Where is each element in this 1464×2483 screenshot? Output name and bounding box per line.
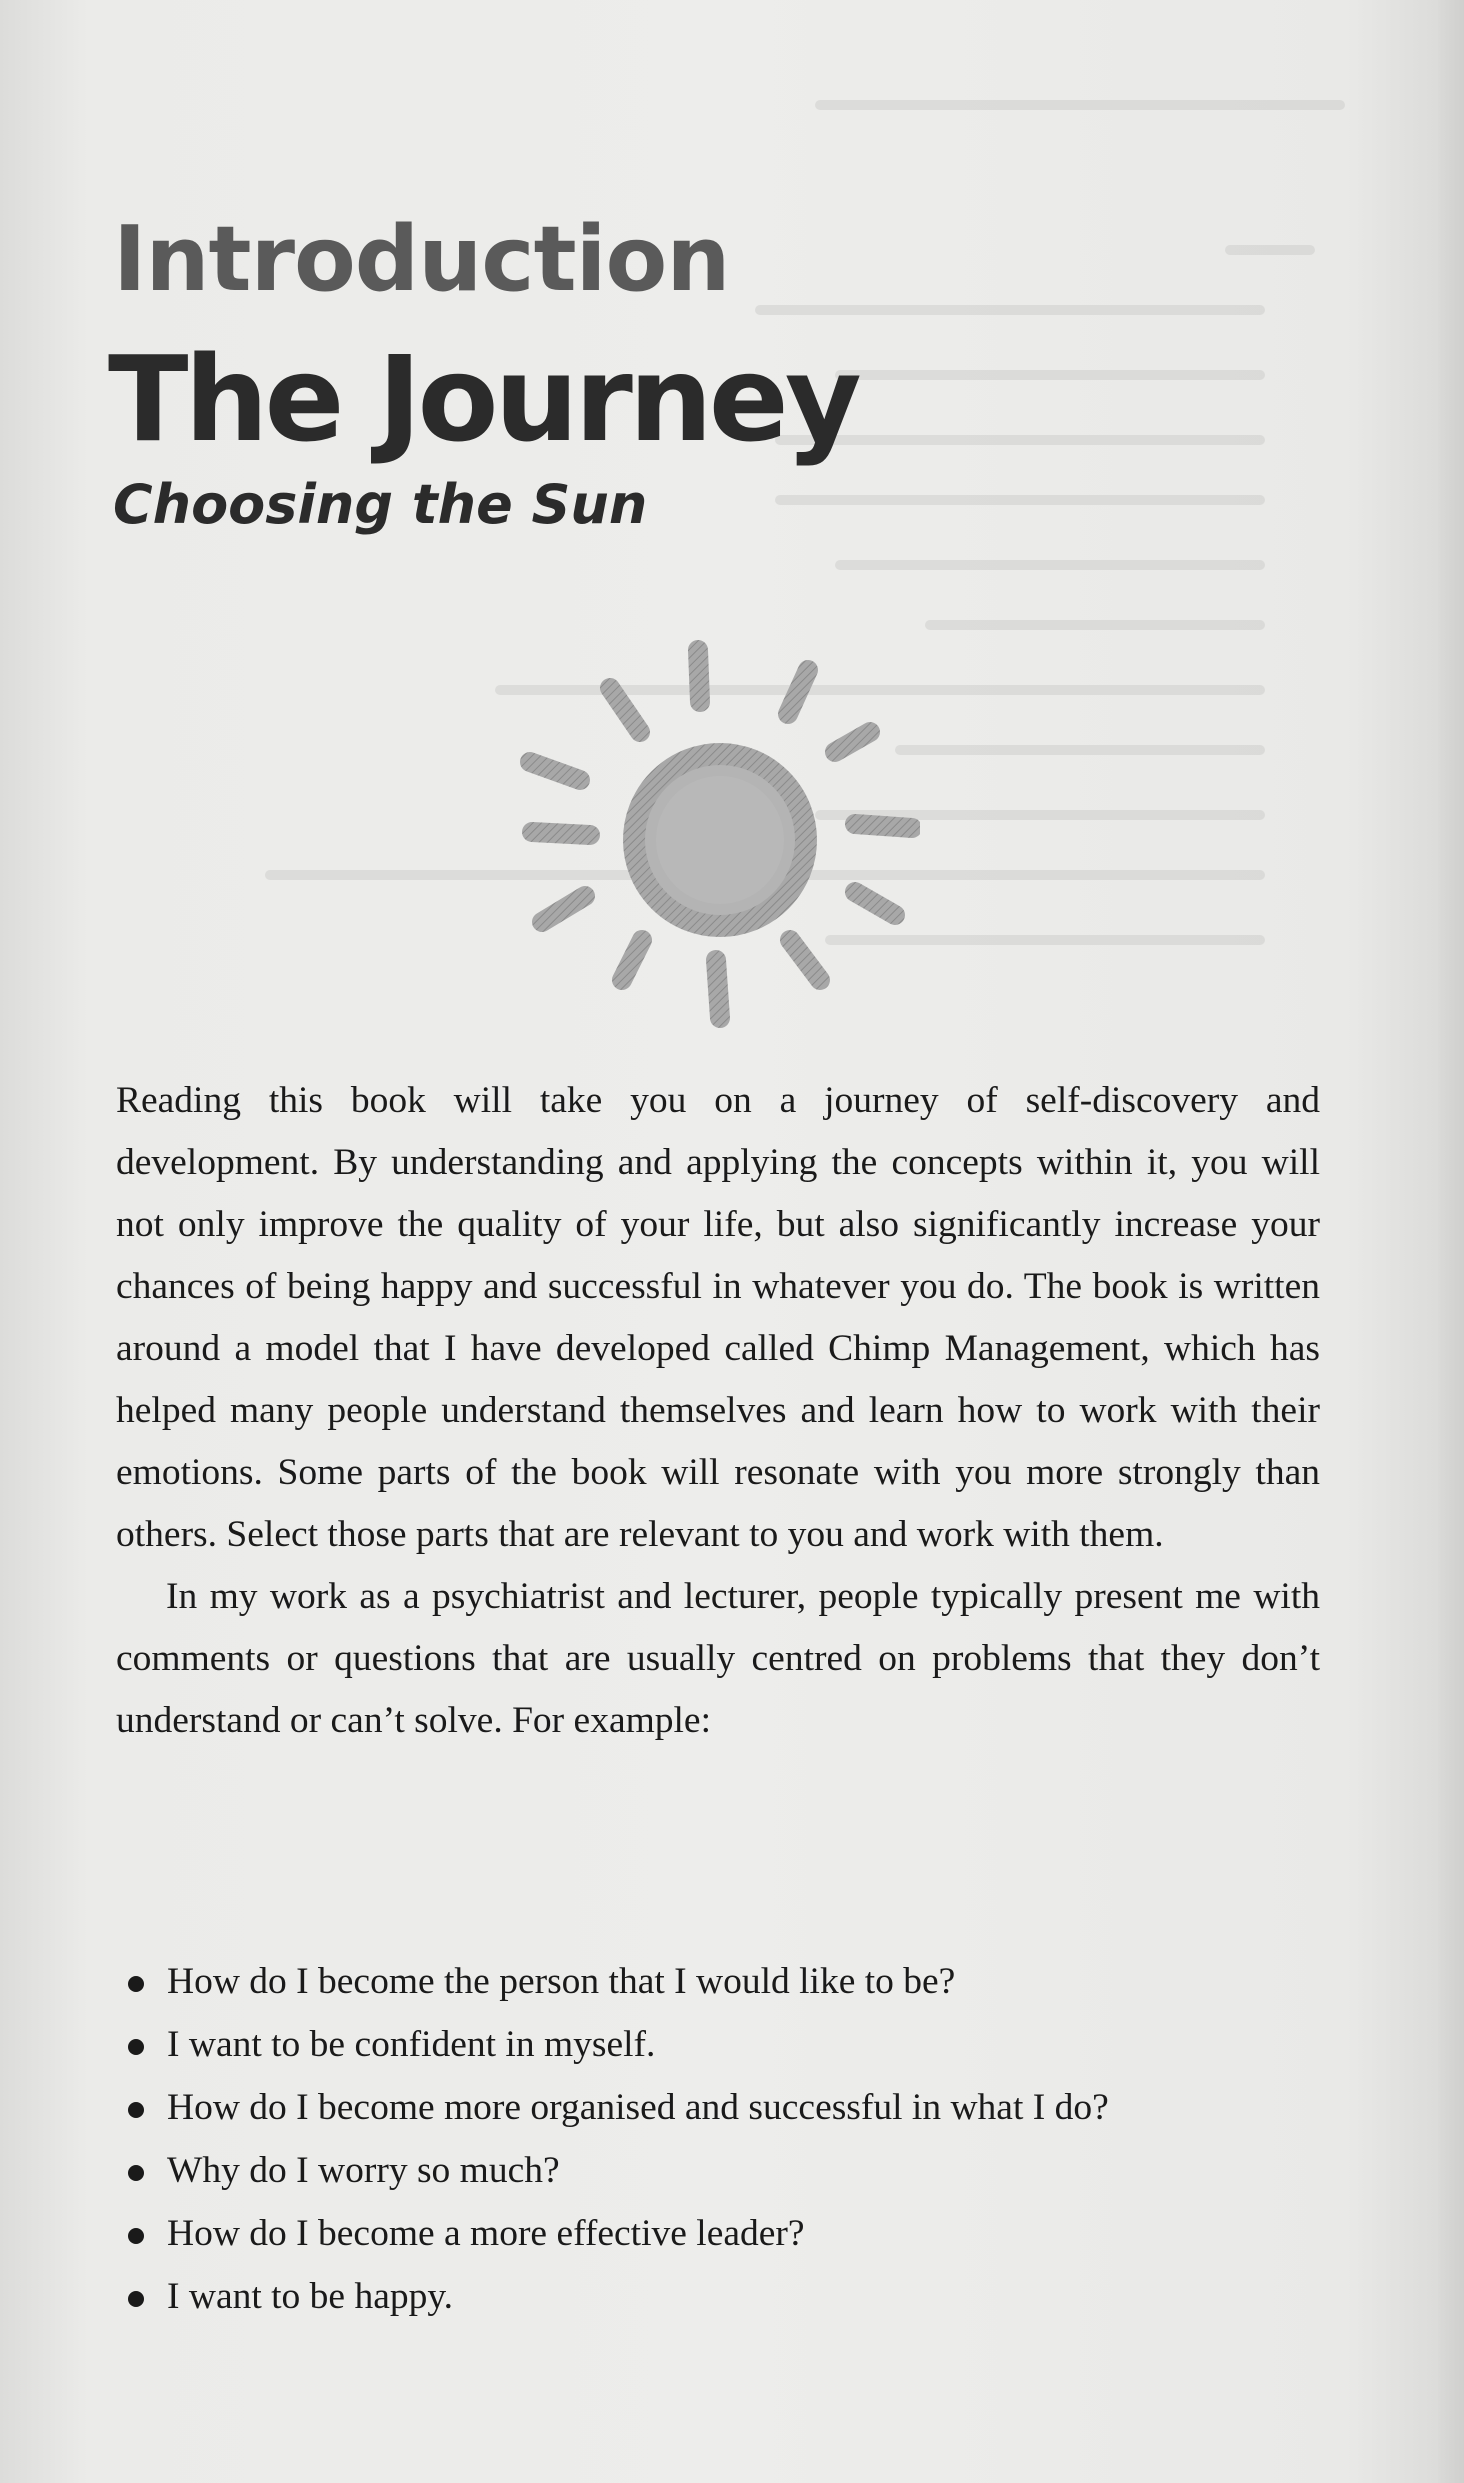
sun-icon xyxy=(520,640,920,1040)
bullet-icon xyxy=(128,2165,144,2181)
bullet-icon xyxy=(128,2039,144,2055)
list-item: I want to be happy. xyxy=(122,2265,1322,2328)
paragraph: In my work as a psychiatrist and lecturer, people typically present me with comments or questions that are usually centred on problems that they don’t understand or can’t solve. For example: xyxy=(116,1576,1320,1741)
bullet-icon xyxy=(128,1976,144,1992)
body-text xyxy=(116,1070,1320,1752)
chapter-title: The Journey xyxy=(108,330,858,468)
bullet-icon xyxy=(128,2291,144,2307)
bullet-list xyxy=(122,1950,1322,2328)
heading-introduction: Introduction xyxy=(113,207,730,312)
list-item: How do I become the person that I would like to be? xyxy=(122,1950,1322,2013)
bullet-icon xyxy=(128,2102,144,2118)
list-item: How do I become a more effective leader? xyxy=(122,2202,1322,2265)
list-item: I want to be confident in myself. xyxy=(122,2013,1322,2076)
list-item: Why do I worry so much? xyxy=(122,2139,1322,2202)
page-edge xyxy=(1438,0,1464,2483)
bullet-icon xyxy=(128,2228,144,2244)
paragraph: Reading this book will take you on a journey of self-discovery and development. By understanding and applying the concepts within it, you will not only improve the quality of your life, but also significantly increase your chances of being happy and successful in whatever you do. The book is written around a model that I have developed called Chimp Management, which has helped many people understand themselves and learn how to work with their emotions. Some parts of the book will resonate with you more strongly than others. Select those parts that are relevant to you and work with them. xyxy=(116,1080,1320,1555)
list-item: How do I become more organised and successful in what I do? xyxy=(122,2076,1322,2139)
chapter-subtitle: Choosing the Sun xyxy=(113,473,648,536)
